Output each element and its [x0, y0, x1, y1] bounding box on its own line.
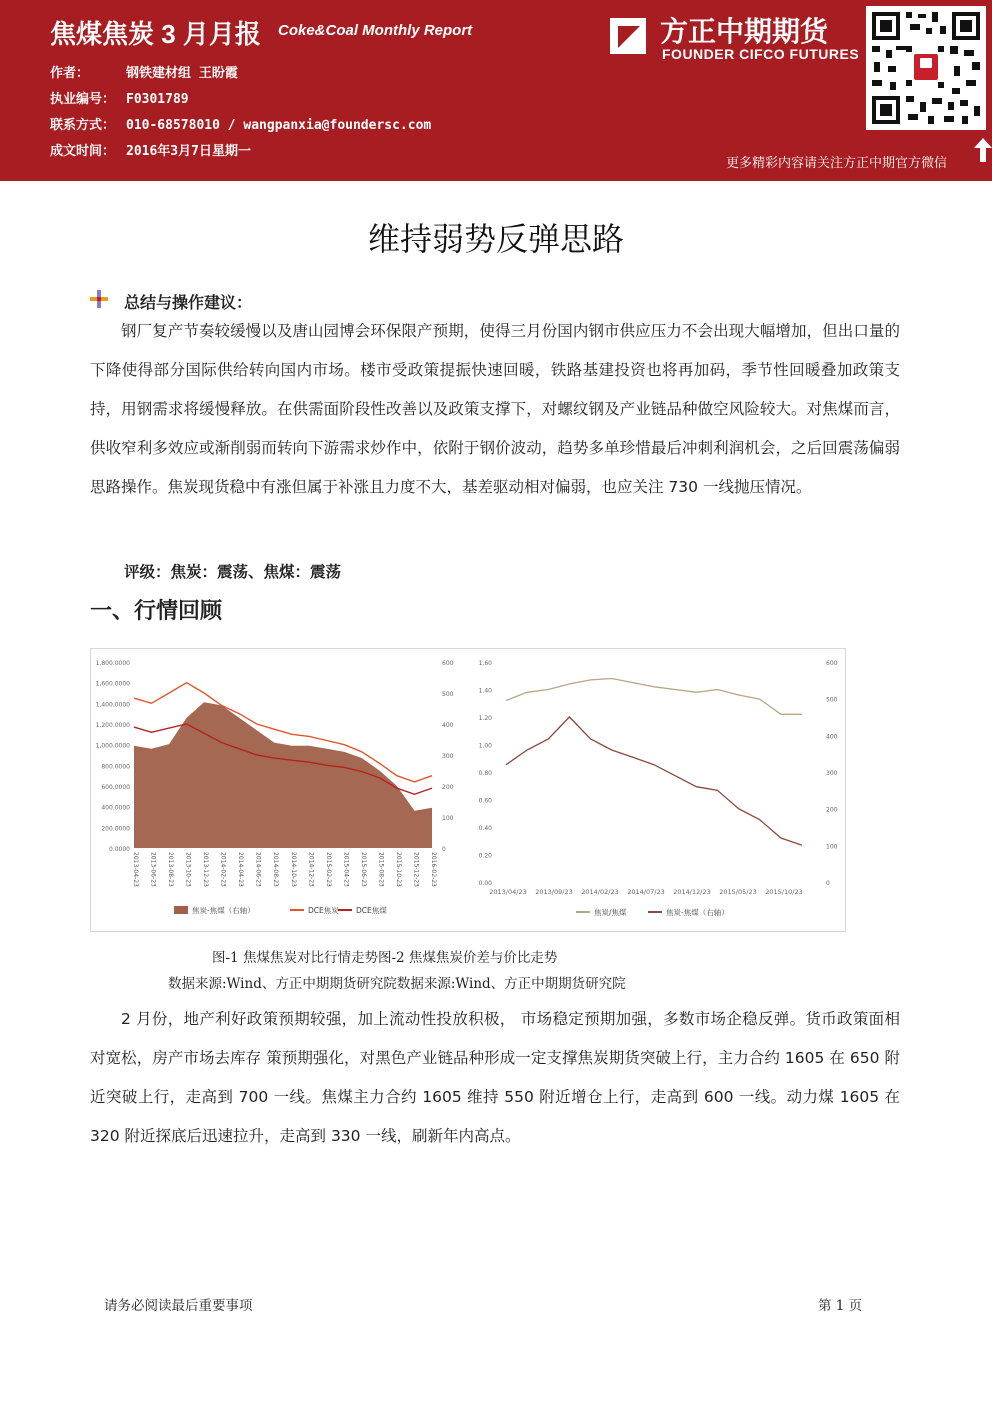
meta-label: 成文时间： [50, 144, 116, 159]
report-title: 焦煤焦炭 3 月月报 [50, 19, 261, 49]
x-tick-label: 2014-10-23 [289, 852, 297, 887]
series-area [134, 702, 432, 848]
x-tick-label: 2015-12-23 [412, 852, 420, 887]
x-tick-label: 2015/10/23 [765, 888, 803, 896]
y-tick-label-left: 1.40 [478, 687, 492, 695]
x-tick-label: 2014-08-23 [272, 852, 280, 887]
document-title: 维持弱势反弹思路 [367, 220, 624, 258]
meta-value: 2016年3月7日星期一 [126, 144, 251, 159]
legend-label: DCE焦煤 [356, 906, 387, 915]
x-tick-label: 2015-10-23 [394, 852, 402, 887]
page-number: 第 1 页 [818, 1298, 863, 1314]
y-tick-label-right: 600 [442, 660, 454, 667]
x-tick-label: 2013-12-23 [202, 852, 210, 887]
summary-heading: 总结与操作建议： [124, 293, 253, 312]
y-tick-label-left: 1,200.0000 [95, 722, 130, 729]
y-tick-label-left: 800.0000 [101, 763, 130, 771]
meta-label: 联系方式： [50, 118, 116, 133]
y-tick-label-left: 0.40 [478, 825, 492, 832]
qr-code-icon [866, 6, 986, 130]
y-tick-label-right: 300 [442, 753, 454, 760]
footer-disclaimer: 请务必阅读最后重要事项 [104, 1298, 253, 1314]
founder-logo-icon [606, 14, 650, 58]
diamond-bullet-icon [90, 290, 108, 308]
x-tick-label: 2014/02/23 [581, 888, 619, 896]
y-tick-label-right: 500 [826, 696, 838, 704]
y-tick-label-left: 0.00 [478, 880, 492, 887]
market-review-paragraph: 2 月份，地产利好政策预期较强，加上流动性投放积极， 市场稳定预期加强，多数市场企稳反弹。货币政策面相对宽松，房产市场去库存 策预期强化，对黑色产业链品种形成一定支撑焦炭期货突破上行，主力合约 1605 在 650 附近突破上行，走高到 700 一线。焦煤主力合约 1605 维持 550 附近增仓上行，走高到 600 一线。动力煤 1605 在 320 附近探底后迅速拉升，走高到 330 一线，刷新年内高点。 [90, 1010, 900, 1145]
y-tick-label-left: 1.00 [478, 742, 492, 750]
y-tick-label-left: 0.0000 [109, 846, 130, 853]
x-tick-label: 2015/05/23 [719, 888, 757, 896]
y-tick-label-left: 1,600.0000 [95, 680, 130, 688]
y-tick-label-right: 200 [826, 806, 838, 814]
series-line [506, 717, 802, 845]
y-tick-label-right: 400 [826, 733, 838, 741]
y-tick-label-left: 600.0000 [101, 784, 130, 791]
x-tick-label: 2014/12/23 [673, 888, 711, 896]
y-tick-label-left: 0.80 [478, 770, 492, 777]
y-tick-label-right: 100 [826, 843, 838, 851]
chart-coke-coal-comparison [92, 650, 462, 930]
y-tick-label-left: 200.0000 [101, 825, 130, 833]
x-tick-label: 2013-10-23 [184, 852, 192, 887]
y-tick-label-right: 0 [442, 846, 446, 853]
y-tick-label-right: 0 [826, 880, 830, 887]
series-line [506, 679, 802, 715]
y-tick-label-right: 600 [826, 660, 838, 667]
logo-name-en: FOUNDER CIFCO FUTURES [662, 46, 860, 62]
y-tick-label-left: 1.20 [478, 715, 492, 722]
header-note: 更多精彩内容请关注方正中期官方微信 [726, 156, 948, 171]
y-tick-label-left: 400.0000 [101, 804, 130, 812]
y-tick-label-right: 100 [442, 815, 454, 822]
meta-value: 010-68578010 / wangpanxia@foundersc.com [126, 118, 432, 133]
meta-author [50, 62, 238, 81]
meta-label: 作者： [50, 66, 90, 81]
figure-source: 数据来源:Wind、方正中期期货研究院数据来源:Wind、方正中期期货研究院 [168, 976, 626, 992]
legend-label: 焦炭-焦煤（右轴） [666, 908, 729, 917]
x-tick-label: 2014-04-23 [237, 852, 245, 887]
y-tick-label-right: 300 [826, 770, 838, 777]
x-tick-label: 2015-06-23 [359, 852, 367, 887]
x-tick-label: 2015-02-23 [324, 852, 332, 887]
y-tick-label-left: 0.20 [478, 852, 492, 860]
meta-label: 执业编号： [50, 92, 116, 107]
x-tick-label: 2014-12-23 [307, 852, 315, 887]
meta-license [50, 88, 189, 107]
section-heading-market-review: 一、行情回顾 [90, 599, 223, 624]
meta-value: F0301789 [126, 92, 189, 107]
y-tick-label-right: 200 [442, 784, 454, 791]
y-tick-label-left: 1,000.0000 [95, 742, 130, 750]
x-tick-label: 2014-06-23 [254, 852, 262, 887]
header-divider [0, 178, 992, 186]
x-tick-label: 2013-06-23 [149, 852, 157, 887]
x-tick-label: 2015-04-23 [342, 852, 350, 887]
legend-swatch [174, 906, 188, 914]
legend-label: 焦炭/焦煤 [594, 908, 627, 917]
legend-label: DCE焦炭 [308, 906, 339, 915]
y-tick-label-left: 1,800.0000 [95, 660, 130, 667]
y-tick-label-right: 500 [442, 691, 454, 698]
figure-caption: 图-1 焦煤焦炭对比行情走势图-2 焦煤焦炭价差与价比走势 [212, 950, 558, 966]
x-tick-label: 2015-08-23 [377, 852, 385, 887]
rating: 评级：焦炭：震荡、焦煤：震荡 [124, 563, 342, 581]
y-tick-label-right: 400 [442, 722, 454, 729]
x-tick-label: 2016-02-23 [430, 852, 437, 887]
summary-paragraph: 钢厂复产节奏较缓慢以及唐山园博会环保限产预期，使得三月份国内钢市供应压力不会出现大幅增加，但出口量的下降使得部分国际供给转向国内市场。楼市受政策提振快速回暖，铁路基建投资也将再加码，季节性回暖叠加政策支持，用钢需求将缓慢释放。在供需面阶段性改善以及政策支撑下，对螺纹钢及产业链品种做空风险较大。对焦煤而言，供收窄利多效应或渐削弱而转向下游需求炒作中，依附于钢价波动，趋势多单珍惜最后冲刺利润机会，之后回震荡偏弱思路操作。焦炭现货稳中有涨但属于补涨且力度不大，基差驱动相对偏弱，也应关注 730 一线抛压情况。 [90, 322, 900, 496]
arrow-up-icon [974, 138, 992, 162]
y-tick-label-left: 1.60 [478, 660, 492, 667]
meta-value: 钢铁建材组 王盼霞 [126, 66, 238, 81]
meta-date [50, 140, 251, 159]
x-tick-label: 2014-02-23 [219, 852, 227, 887]
chart-spread-ratio [468, 650, 844, 930]
x-tick-label: 2013/04/23 [489, 888, 527, 896]
legend-label: 焦炭-焦煤（右轴） [192, 906, 255, 915]
report-header [0, 0, 992, 178]
x-tick-label: 2013-04-23 [132, 852, 139, 887]
y-tick-label-left: 0.60 [478, 797, 492, 805]
logo-name: 方正中期期货 [660, 15, 829, 48]
meta-contact [50, 114, 431, 133]
x-tick-label: 2014/07/23 [627, 888, 665, 896]
x-tick-label: 2013-08-23 [167, 852, 175, 887]
y-tick-label-left: 1,400.0000 [95, 701, 130, 709]
x-tick-label: 2013/09/23 [535, 888, 573, 896]
report-title-en: Coke&Coal Monthly Report [278, 22, 473, 39]
